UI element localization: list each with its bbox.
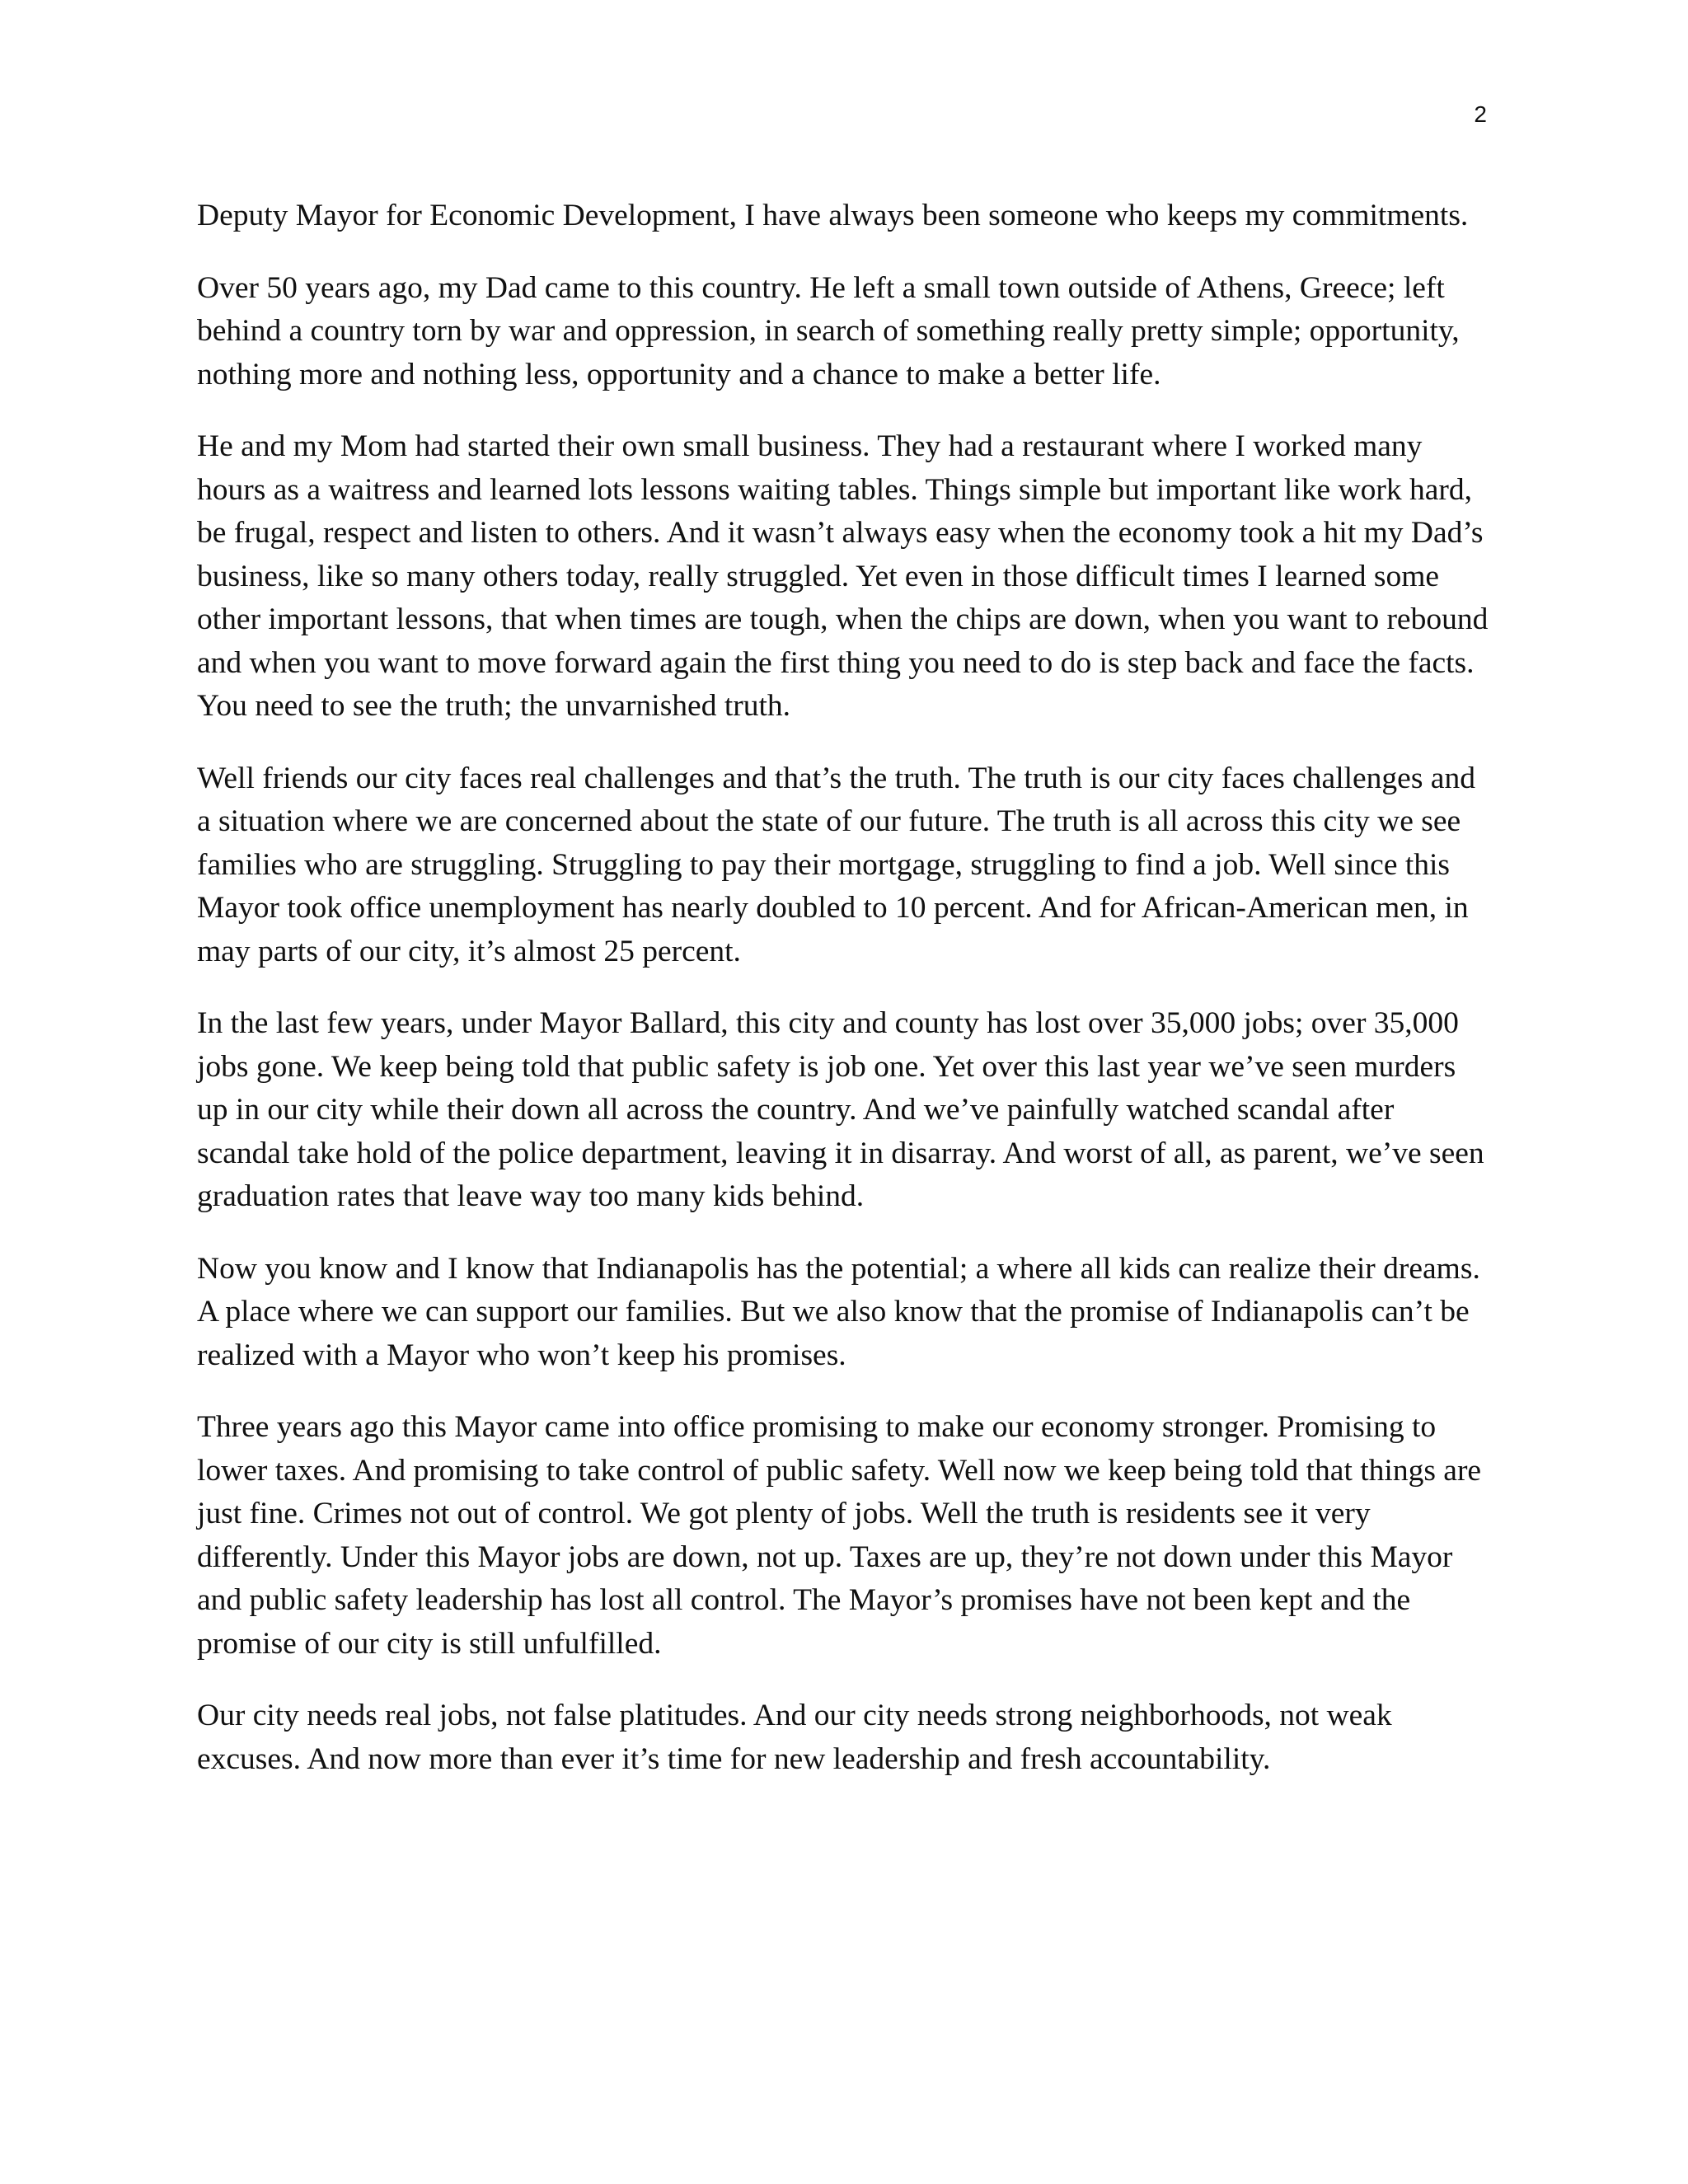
paragraph-indianapolis-potential: Now you know and I know that Indianapolis has the potential; a where all kids can realize their dreams. A place where we can support our families. But we also know that the promise of Indianapolis can’t be realized with a Mayor who won’t keep his promises. — [197, 1251, 1480, 1372]
body-text — [197, 194, 1491, 1810]
paragraph-mayor-promises: Three years ago this Mayor came into office promising to make our economy stronger. Promising to lower taxes. And promising to take control of public safety. Well now we keep being told that things are just fine. Crimes not out of control. We got plenty of jobs. Well the truth is residents see it very differently. Under this Mayor jobs are down, not up. Taxes are up, they’re not down under this Mayor and public safety leadership has lost all control. The Mayor’s promises have not been kept and the promise of our city is still unfulfilled. — [197, 1410, 1482, 1661]
page-number: 2 — [1474, 101, 1487, 127]
paragraph-family-restaurant: He and my Mom had started their own small business. They had a restaurant where I worked many hours as a waitress and learned lots lessons waiting tables. Things simple but important like work hard, be frugal, respect and listen to others. And it wasn’t always easy when the economy took a hit my Dad’s business, like so many others today, really struggled. Yet even in those difficult times I learned some other important lessons, that when times are tough, when the chips are down, when you want to rebound and when you want to move forward again the first thing you need to do is step back and face the facts. You need to see the truth; the unvarnished truth. — [197, 429, 1489, 723]
paragraph-new-leadership: Our city needs real jobs, not false platitudes. And our city needs strong neighborhoods, not weak excuses. And now more than ever it’s time for new leadership and fresh accountability. — [197, 1699, 1392, 1776]
paragraph-jobs-and-safety: In the last few years, under Mayor Ballard, this city and county has lost over 35,000 jobs; over 35,000 jobs gone. We keep being told that public safety is job one. Yet over this last year we’ve seen murders up in our city while their down all across the country. And we’ve painfully watched scandal after scandal take hold of the police department, leaving it in disarray. And worst of all, as parent, we’ve seen graduation rates that leave way too many kids behind. — [197, 1006, 1484, 1213]
paragraph-father-immigration: Over 50 years ago, my Dad came to this country. He left a small town outside of Athens, Greece; left behind a country torn by war and oppression, in search of something really pretty simple; opportunity, nothing more and nothing less, opportunity and a chance to make a better life. — [197, 270, 1460, 391]
paragraph-commitments: Deputy Mayor for Economic Development, I have always been someone who keeps my commitments. — [197, 199, 1469, 232]
paragraph-city-challenges: Well friends our city faces real challenges and that’s the truth. The truth is our city faces challenges and a situation where we are concerned about the state of our future. The truth is all across this city we see families who are struggling. Struggling to pay their mortgage, struggling to find a job. Well since this Mayor took office unemployment has nearly doubled to 10 percent. And for African-American men, in may parts of our city, it’s almost 25 percent. — [197, 761, 1475, 968]
